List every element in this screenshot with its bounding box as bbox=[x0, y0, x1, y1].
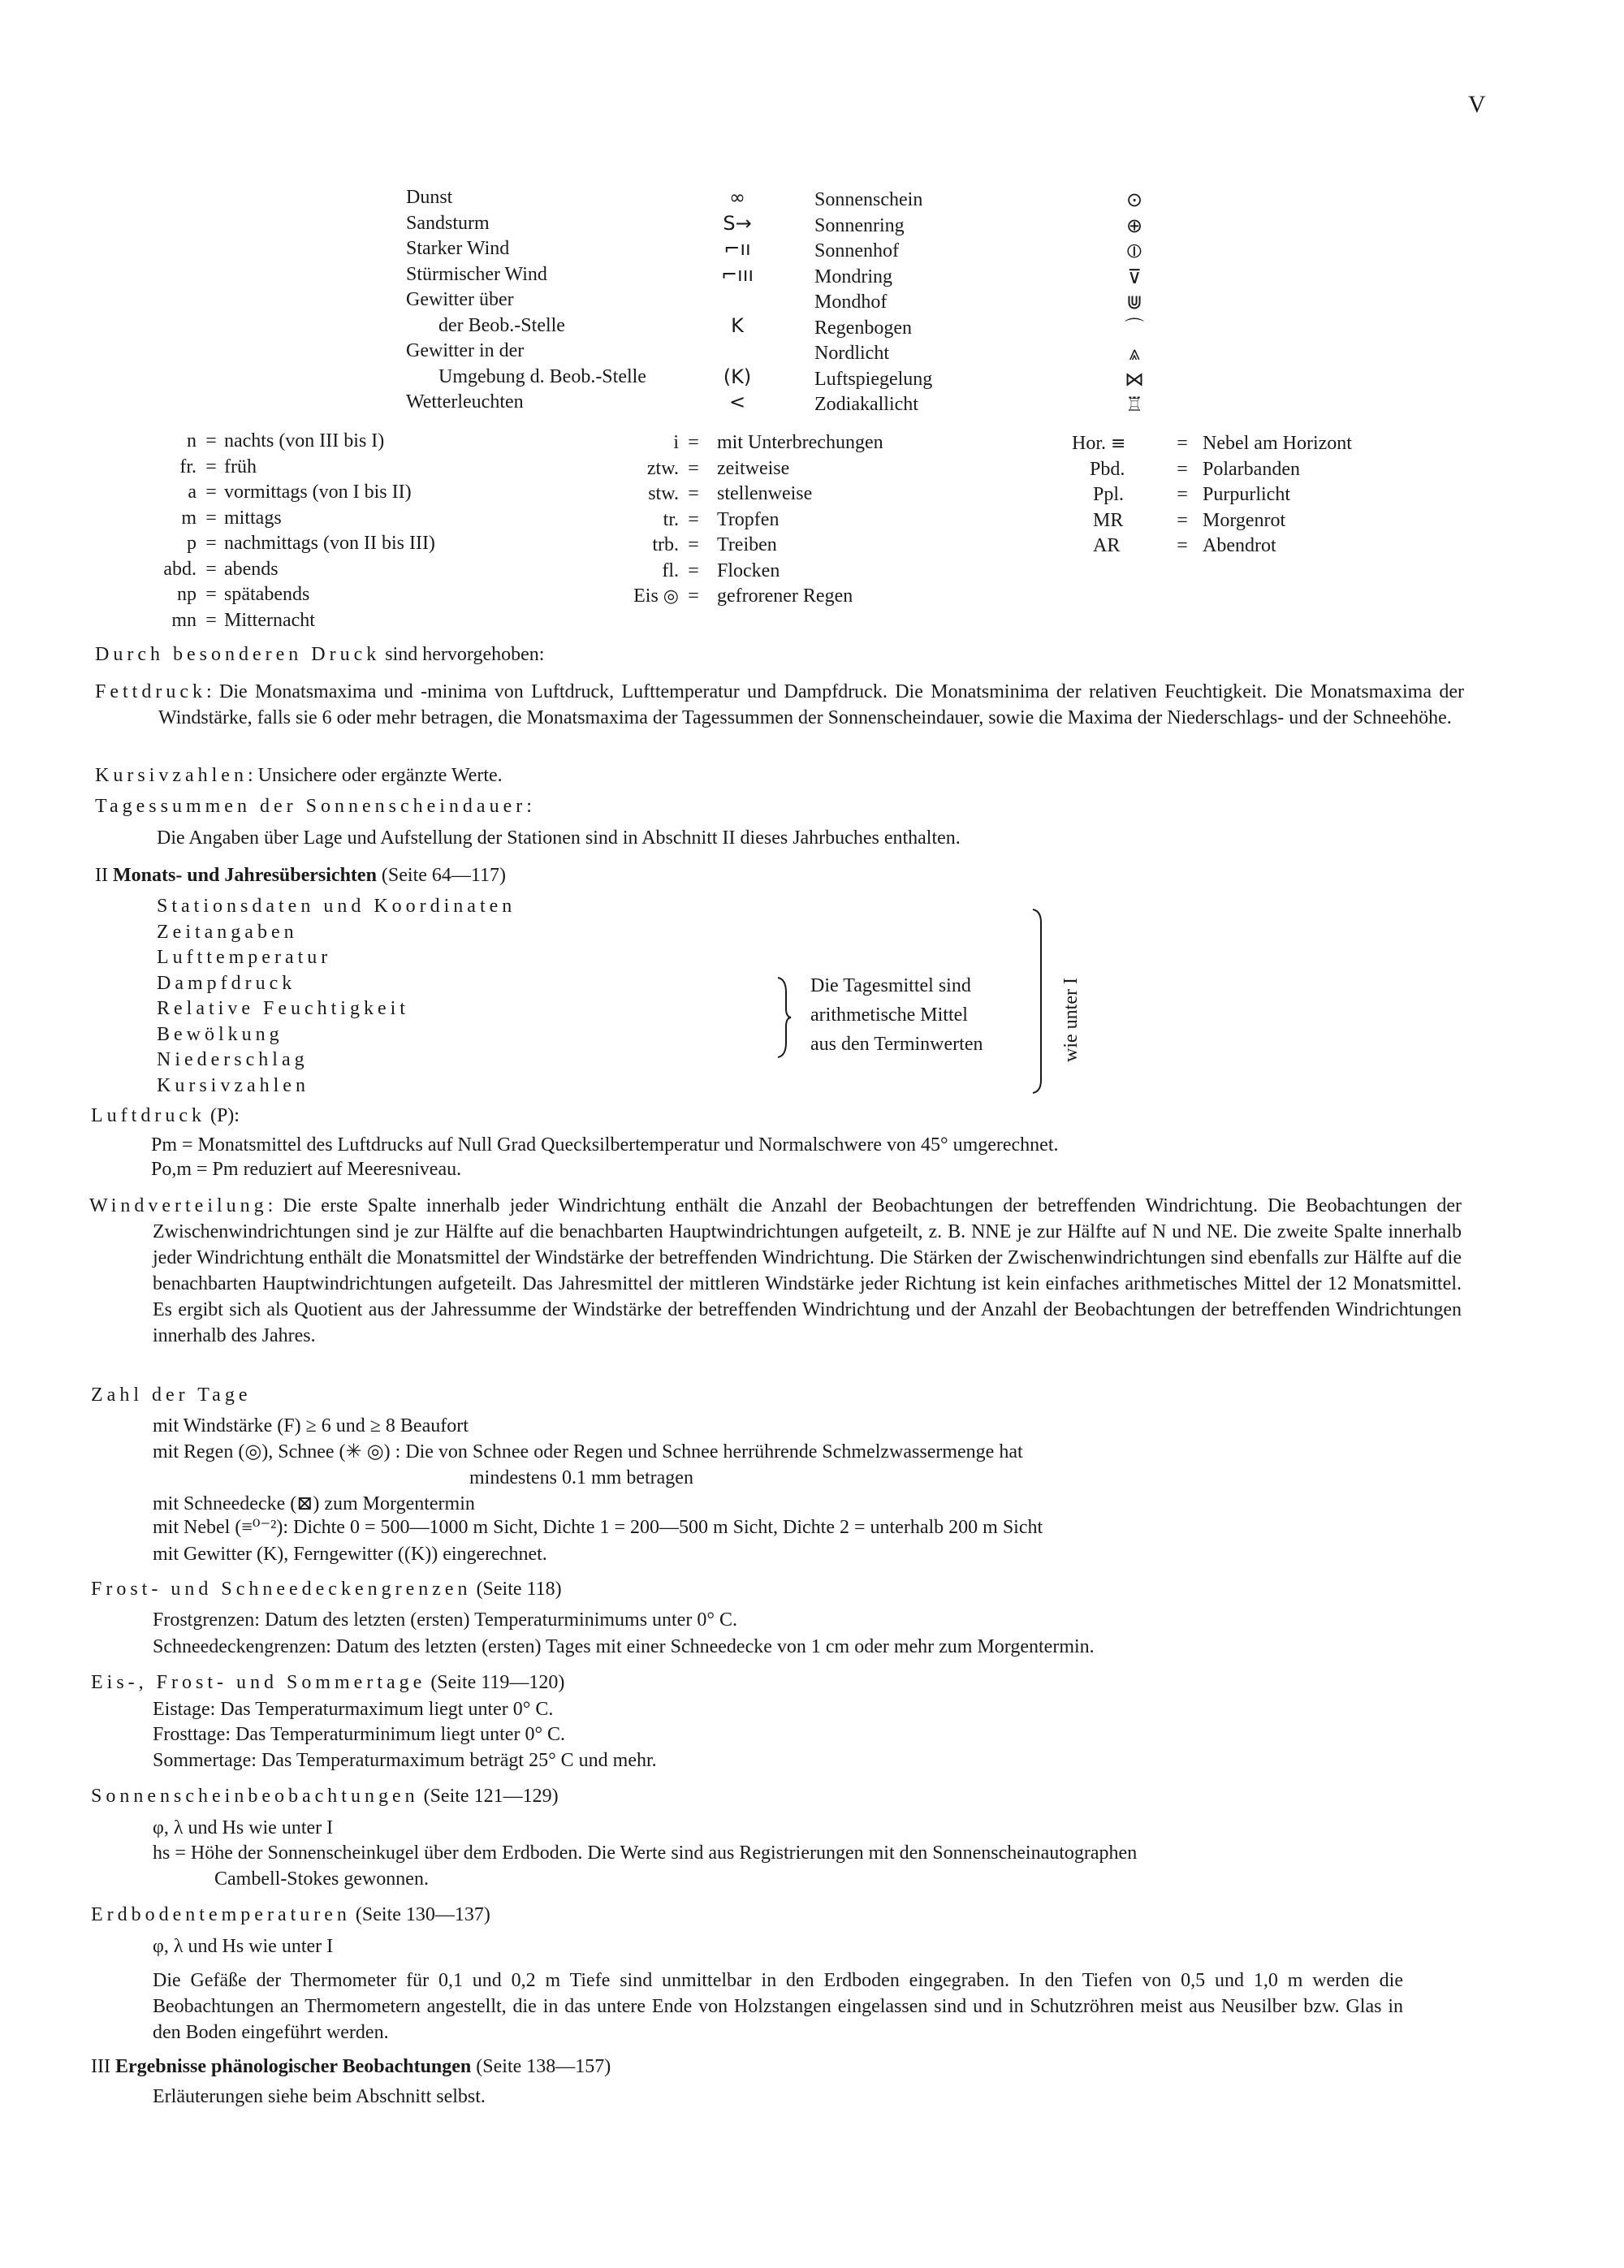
abbr-key: mn bbox=[171, 609, 197, 631]
zahl-line-5: mit Nebel (≡⁰⁻²): Dichte 0 = 500—1000 m Sicht, Dichte 1 = 200—500 m Sicht, Dichte 2 = unterhalb 200 m Sicht bbox=[153, 1517, 1043, 1538]
abbr-time-eq bbox=[201, 429, 221, 633]
dunst-icon: ∞ bbox=[729, 186, 745, 209]
sonnenring-icon: ⊕ bbox=[1125, 214, 1143, 237]
abbr-key: a bbox=[188, 482, 197, 503]
windverteilung-head: Windverteilung bbox=[89, 1195, 268, 1216]
zahl-line-6: mit Gewitter (K), Ferngewitter ((K)) eingerechnet. bbox=[153, 1544, 547, 1565]
equals-sign: = bbox=[1177, 535, 1188, 556]
abbr-key-text: Hor. bbox=[1072, 433, 1106, 454]
abbr-key: i bbox=[673, 432, 679, 453]
kursiv-line bbox=[95, 763, 503, 788]
luftdruck-heading bbox=[91, 1104, 240, 1129]
luftspiegelung-icon: ⋈ bbox=[1125, 367, 1144, 391]
abbr-meaning: stellenweise bbox=[717, 483, 813, 504]
abbr-key: trb. bbox=[652, 534, 679, 555]
abbr-key bbox=[1072, 431, 1174, 457]
abbr-key: MR bbox=[1093, 509, 1124, 531]
empty-icon bbox=[713, 339, 762, 365]
wie-unter-label: wie unter I bbox=[1060, 978, 1082, 1062]
luftdruck-sym: (P): bbox=[209, 1105, 240, 1126]
eis-head: Eis-, Frost- und Sommertage bbox=[91, 1672, 426, 1693]
abbr-meaning: spätabends bbox=[224, 584, 310, 605]
zodiakallicht-icon: ♖ bbox=[1125, 393, 1143, 416]
abbr-meaning: nachmittags (von II bis III) bbox=[224, 533, 435, 554]
abbr-meaning: Treiben bbox=[717, 534, 777, 555]
brace-note-line: arithmetische Mittel bbox=[810, 1004, 968, 1026]
list-item: Lufttemperatur bbox=[157, 947, 332, 968]
sonnen-line-3: Cambell-Stokes gewonnen. bbox=[214, 1868, 429, 1890]
sign-label: Sonnenschein bbox=[814, 189, 923, 210]
luftdruck-line-1: Pm = Monatsmittel des Luftdrucks auf Null Grad Quecksilbertemperatur und Normalschwere von 45° umgerechnet. bbox=[151, 1134, 1059, 1156]
list-item: Kursivzahlen bbox=[157, 1074, 309, 1096]
sign-label: Wetterleuchten bbox=[406, 391, 524, 413]
abbr-optical-eq bbox=[1173, 431, 1192, 559]
sign-label: Gewitter in der bbox=[406, 340, 525, 361]
equals-sign: = bbox=[205, 430, 217, 451]
fettdruck-paragraph bbox=[95, 679, 1464, 731]
abbr-meaning: Nebel am Horizont bbox=[1203, 433, 1352, 454]
abbr-meaning: nachts (von III bis I) bbox=[224, 430, 385, 451]
sonnen-pages: (Seite 121—129) bbox=[423, 1786, 559, 1807]
equals-sign: = bbox=[205, 482, 217, 503]
equals-sign: = bbox=[205, 558, 217, 580]
abbr-meaning: Polarbanden bbox=[1203, 458, 1300, 480]
zahl-line-3: mindestens 0.1 mm betragen bbox=[469, 1467, 693, 1488]
sign-label: Nordlicht bbox=[814, 343, 889, 364]
eis-line-2: Frosttage: Das Temperaturminimum liegt unter 0° C. bbox=[153, 1724, 566, 1745]
sign-label: Regenbogen bbox=[814, 317, 912, 339]
equals-sign: = bbox=[688, 457, 699, 479]
abbr-time-keys bbox=[138, 429, 197, 633]
sonnen-line-1: φ, λ und Hs wie unter I bbox=[153, 1817, 334, 1838]
sandsturm-icon: S→ bbox=[723, 211, 752, 235]
section-2-title: Monats- und Jahresübersichten bbox=[112, 865, 377, 886]
brace-note bbox=[810, 974, 1054, 1061]
equals-sign: = bbox=[205, 507, 217, 529]
section-2-num: II bbox=[95, 865, 108, 886]
eis-line-3: Sommertage: Das Temperaturmaximum beträgt 25° C und mehr. bbox=[153, 1750, 657, 1771]
mondhof-icon: ⋓ bbox=[1125, 291, 1143, 313]
abbr-key: stw. bbox=[648, 483, 679, 504]
brace-note-line: Die Tagesmittel sind bbox=[810, 975, 971, 996]
list-item: Bewölkung bbox=[157, 1023, 283, 1045]
durch-head: Durch besonderen Druck bbox=[95, 644, 381, 665]
equals-sign: = bbox=[205, 456, 217, 477]
abbr-meaning: Morgenrot bbox=[1203, 509, 1286, 531]
ferngewitter-icon: (K) bbox=[723, 365, 752, 388]
abbr-meaning: gefrorener Regen bbox=[717, 585, 853, 607]
section-3-num: III bbox=[91, 2056, 110, 2077]
sonnenhof-icon: ⦶ bbox=[1127, 240, 1142, 262]
abbr-key: abd. bbox=[163, 558, 197, 580]
abbr-key: p bbox=[187, 533, 197, 554]
nordlicht-icon: ⩓ bbox=[1129, 342, 1140, 365]
section-2-heading bbox=[95, 863, 506, 888]
section-3-line-1: Erläuterungen siehe beim Abschnitt selbst. bbox=[153, 2086, 486, 2107]
abbr-key: m bbox=[181, 507, 197, 529]
erdboden-paragraph: Die Gefäße der Thermometer für 0,1 und 0,2 m Tiefe sind unmittelbar in den Erdboden eingegraben. In den Tiefen von 0,5 und 1,0 m werden die Beobachtungen an Thermometern angestellt, die in das untere Ende von Holzstangen eingelassen sind und in Schutzröhren meist aus Neusilber bzw. Glas in den Boden eingeführt werden. bbox=[153, 1970, 1403, 2043]
sign-label: Starker Wind bbox=[406, 238, 510, 259]
abbr-meaning: Abendrot bbox=[1203, 535, 1276, 556]
mondring-icon: ⊽ bbox=[1127, 265, 1142, 288]
zahl-line-1: mit Windstärke (F) ≥ 6 und ≥ 8 Beaufort bbox=[153, 1415, 469, 1436]
abbr-key: np bbox=[177, 584, 197, 605]
weather-signs-right-labels bbox=[814, 188, 1058, 418]
zahl-heading: Zahl der Tage bbox=[91, 1385, 252, 1406]
sign-label: Mondring bbox=[814, 266, 892, 287]
empty-icon bbox=[713, 287, 762, 313]
abbr-meaning: Flocken bbox=[717, 559, 780, 581]
equals-sign: = bbox=[688, 534, 699, 555]
sign-label: Stürmischer Wind bbox=[406, 263, 547, 285]
fettdruck-head: Fettdruck bbox=[95, 681, 206, 702]
luftdruck-head: Luftdruck bbox=[91, 1105, 205, 1126]
durch-heading bbox=[95, 642, 544, 667]
abbr-key bbox=[601, 584, 679, 610]
wetterleuchten-icon: < bbox=[728, 391, 746, 413]
bracket-right bbox=[1031, 908, 1051, 1095]
kursiv-text: : Unsichere oder ergänzte Werte. bbox=[247, 765, 503, 786]
abbr-key: AR bbox=[1093, 535, 1121, 556]
abbr-meaning: mit Unterbrechungen bbox=[717, 432, 883, 453]
abbr-key-text: Eis bbox=[633, 585, 659, 607]
equals-sign: = bbox=[205, 584, 217, 605]
abbr-key: Ppl. bbox=[1093, 484, 1125, 505]
abbr-mode-keys bbox=[601, 430, 679, 610]
frost-head: Frost- und Schneedeckengrenzen bbox=[91, 1579, 472, 1600]
sign-label: Dunst bbox=[406, 187, 453, 208]
abbr-key: n bbox=[187, 430, 197, 451]
equals-sign: = bbox=[205, 533, 217, 554]
windverteilung-text: : Die erste Spalte innerhalb jeder Windrichtung enthält die Anzahl der Beobachtungen der betreffenden Windrichtung. Die Beobachtungen der Zwischenwindrichtungen sind je zur Hälfte auf die benachbarten Hauptwindrichtungen aufgeteilt, z. B. NNE je zur Hälfte auf N und NE. Die zweite Spalte innerhalb jeder Windrichtung enthält die Monatsmittel der Windstärke der betreffenden Windrichtung. Die Stärken der Zwischenwindrichtungen sind ebenfalls zur Hälfte auf die benachbarten Hauptwindrichtungen aufgeteilt. Das Jahresmittel der mittleren Windstärke jeder Richtung ist kein einfaches arithmetisches Mittel der 12 Monatsmittel. Es ergibt sich als Quotient aus der Jahressumme der Windstärke der betreffenden Windrichtung und der Anzahl der Beobachtungen der betreffenden Windrichtungen innerhalb des Jahres. bbox=[153, 1195, 1462, 1346]
sign-label: Sonnenring bbox=[814, 214, 905, 236]
fettdruck-text: : Die Monatsmaxima und -minima von Luftdruck, Lufttemperatur und Dampfdruck. Die Monatsminima der relativen Feuchtigkeit. Die Monatsmaxima der Windstärke, falls sie 6 oder mehr betragen, die Monatsmaxima der Tagessummen der Sonnenscheindauer, sowie die Maxima der Niederschlags- und der Schneehöhe. bbox=[158, 681, 1464, 728]
sonnen-head: Sonnenscheinbeobachtungen bbox=[91, 1786, 419, 1807]
equals-sign: = bbox=[1177, 458, 1188, 480]
weather-signs-left-symbols bbox=[713, 185, 762, 416]
list-item: Niederschlag bbox=[157, 1049, 309, 1070]
sign-label: Luftspiegelung bbox=[814, 368, 933, 390]
sign-label: Gewitter über bbox=[406, 289, 514, 310]
abbr-meaning: mittags bbox=[224, 507, 282, 529]
frost-heading bbox=[91, 1577, 562, 1602]
erdboden-pages: (Seite 130—137) bbox=[355, 1904, 490, 1925]
sonnenschein-icon: ⊙ bbox=[1125, 188, 1143, 211]
abbr-mode-meanings bbox=[717, 430, 961, 610]
equals-sign: = bbox=[688, 432, 699, 453]
zahl-line-4: mit Schneedecke (⊠) zum Morgentermin bbox=[153, 1493, 475, 1514]
equals-sign: = bbox=[688, 559, 699, 581]
abbr-key: Pbd. bbox=[1090, 458, 1125, 480]
luftdruck-line-2: Po,m = Pm reduziert auf Meeresniveau. bbox=[151, 1159, 462, 1180]
durch-rest: sind hervorgehoben: bbox=[385, 644, 545, 665]
section-2-pages: (Seite 64—117) bbox=[381, 865, 507, 886]
list-item: Relative Feuchtigkeit bbox=[157, 998, 409, 1019]
abbr-time-meanings bbox=[224, 429, 492, 633]
sign-label: Zodiakallicht bbox=[814, 394, 918, 415]
sign-label: Sonnenhof bbox=[814, 240, 899, 261]
page-number: V bbox=[1468, 91, 1486, 118]
section-3-title: Ergebnisse phänologischer Beobachtungen bbox=[114, 2056, 472, 2077]
sonnen-heading bbox=[91, 1784, 559, 1809]
frost-line-2: Schneedeckengrenzen: Datum des letzten (ersten) Tages mit einer Schneedecke von 1 cm oder mehr zum Morgentermin. bbox=[153, 1636, 1095, 1657]
windverteilung-paragraph bbox=[89, 1193, 1462, 1349]
frost-pages: (Seite 118) bbox=[476, 1579, 562, 1600]
list-item: Zeitangaben bbox=[157, 921, 298, 943]
zahl-line-2: mit Regen (◎), Schnee (✳ ◎) : Die von Schnee oder Regen und Schnee herrührende Schmelzwassermenge hat bbox=[153, 1441, 1023, 1462]
section-3-pages: (Seite 138—157) bbox=[476, 2056, 611, 2077]
erdboden-head: Erdbodentemperaturen bbox=[91, 1904, 351, 1925]
abbr-mode-eq bbox=[684, 430, 703, 610]
regenbogen-icon: ⌒ bbox=[1125, 316, 1144, 339]
abbr-optical-keys bbox=[1072, 431, 1174, 559]
starker-wind-icon: ⌐ıı bbox=[723, 237, 751, 260]
gefrorener-regen-icon: ◎ bbox=[663, 586, 679, 607]
list-item: Stationsdaten und Koordinaten bbox=[157, 896, 516, 917]
nebel-icon: ≡ bbox=[1111, 434, 1126, 454]
equals-sign: = bbox=[1177, 509, 1188, 531]
stuermischer-wind-icon: ⌐ııı bbox=[720, 262, 754, 286]
abbr-key: ztw. bbox=[646, 457, 679, 479]
kursiv-head: Kursivzahlen bbox=[95, 765, 248, 786]
eis-pages: (Seite 119—120) bbox=[430, 1672, 565, 1693]
frost-line-1: Frostgrenzen: Datum des letzten (ersten) Temperaturminimums unter 0° C. bbox=[153, 1609, 737, 1631]
abbr-key: fl. bbox=[662, 559, 679, 581]
sign-label: Sandsturm bbox=[406, 212, 490, 234]
equals-sign: = bbox=[1177, 433, 1188, 454]
weather-signs-left-labels bbox=[406, 185, 747, 416]
abbr-meaning: früh bbox=[224, 456, 257, 477]
erdboden-line-1: φ, λ und Hs wie unter I bbox=[153, 1936, 334, 1957]
abbr-meaning: abends bbox=[224, 558, 279, 580]
eis-heading bbox=[91, 1670, 564, 1696]
sonnen-line-2: hs = Höhe der Sonnenscheinkugel über dem Erdboden. Die Werte sind aus Registrierungen mit den Sonnenscheinautographen bbox=[153, 1842, 1138, 1864]
abbr-meaning: Purpurlicht bbox=[1203, 484, 1290, 505]
abbr-meaning: Mitternacht bbox=[224, 609, 315, 631]
section-2-items bbox=[157, 894, 725, 1099]
abbr-meaning: zeitweise bbox=[717, 457, 790, 479]
list-item: Dampfdruck bbox=[157, 972, 296, 994]
sign-label: Mondhof bbox=[814, 292, 888, 313]
equals-sign: = bbox=[688, 508, 699, 530]
equals-sign: = bbox=[205, 609, 217, 631]
abbr-meaning: Tropfen bbox=[717, 508, 780, 530]
abbr-key: fr. bbox=[179, 456, 197, 477]
equals-sign: = bbox=[688, 585, 699, 607]
eis-line-1: Eistage: Das Temperaturmaximum liegt unter 0° C. bbox=[153, 1699, 554, 1720]
weather-signs-right-symbols bbox=[1114, 188, 1155, 418]
erdboden-heading bbox=[91, 1903, 490, 1928]
tagessummen-heading: Tagessummen der Sonnenscheindauer: bbox=[95, 796, 536, 817]
section-3-heading bbox=[91, 2054, 611, 2080]
gewitter-icon: K bbox=[731, 313, 744, 337]
sign-label: der Beob.-Stelle bbox=[438, 314, 565, 336]
tagessummen-text: Die Angaben über Lage und Aufstellung der Stationen sind in Abschnitt II dieses Jahrbuches enthalten. bbox=[157, 827, 961, 849]
abbr-meaning: vormittags (von I bis II) bbox=[224, 482, 412, 503]
sign-label: Umgebung d. Beob.-Stelle bbox=[438, 365, 646, 387]
abbr-optical-meanings bbox=[1203, 431, 1446, 559]
abbr-key: tr. bbox=[663, 508, 679, 530]
equals-sign: = bbox=[688, 483, 699, 504]
brace-note-line: aus den Terminwerten bbox=[810, 1034, 983, 1055]
brace-left bbox=[773, 976, 793, 1059]
equals-sign: = bbox=[1177, 484, 1188, 505]
